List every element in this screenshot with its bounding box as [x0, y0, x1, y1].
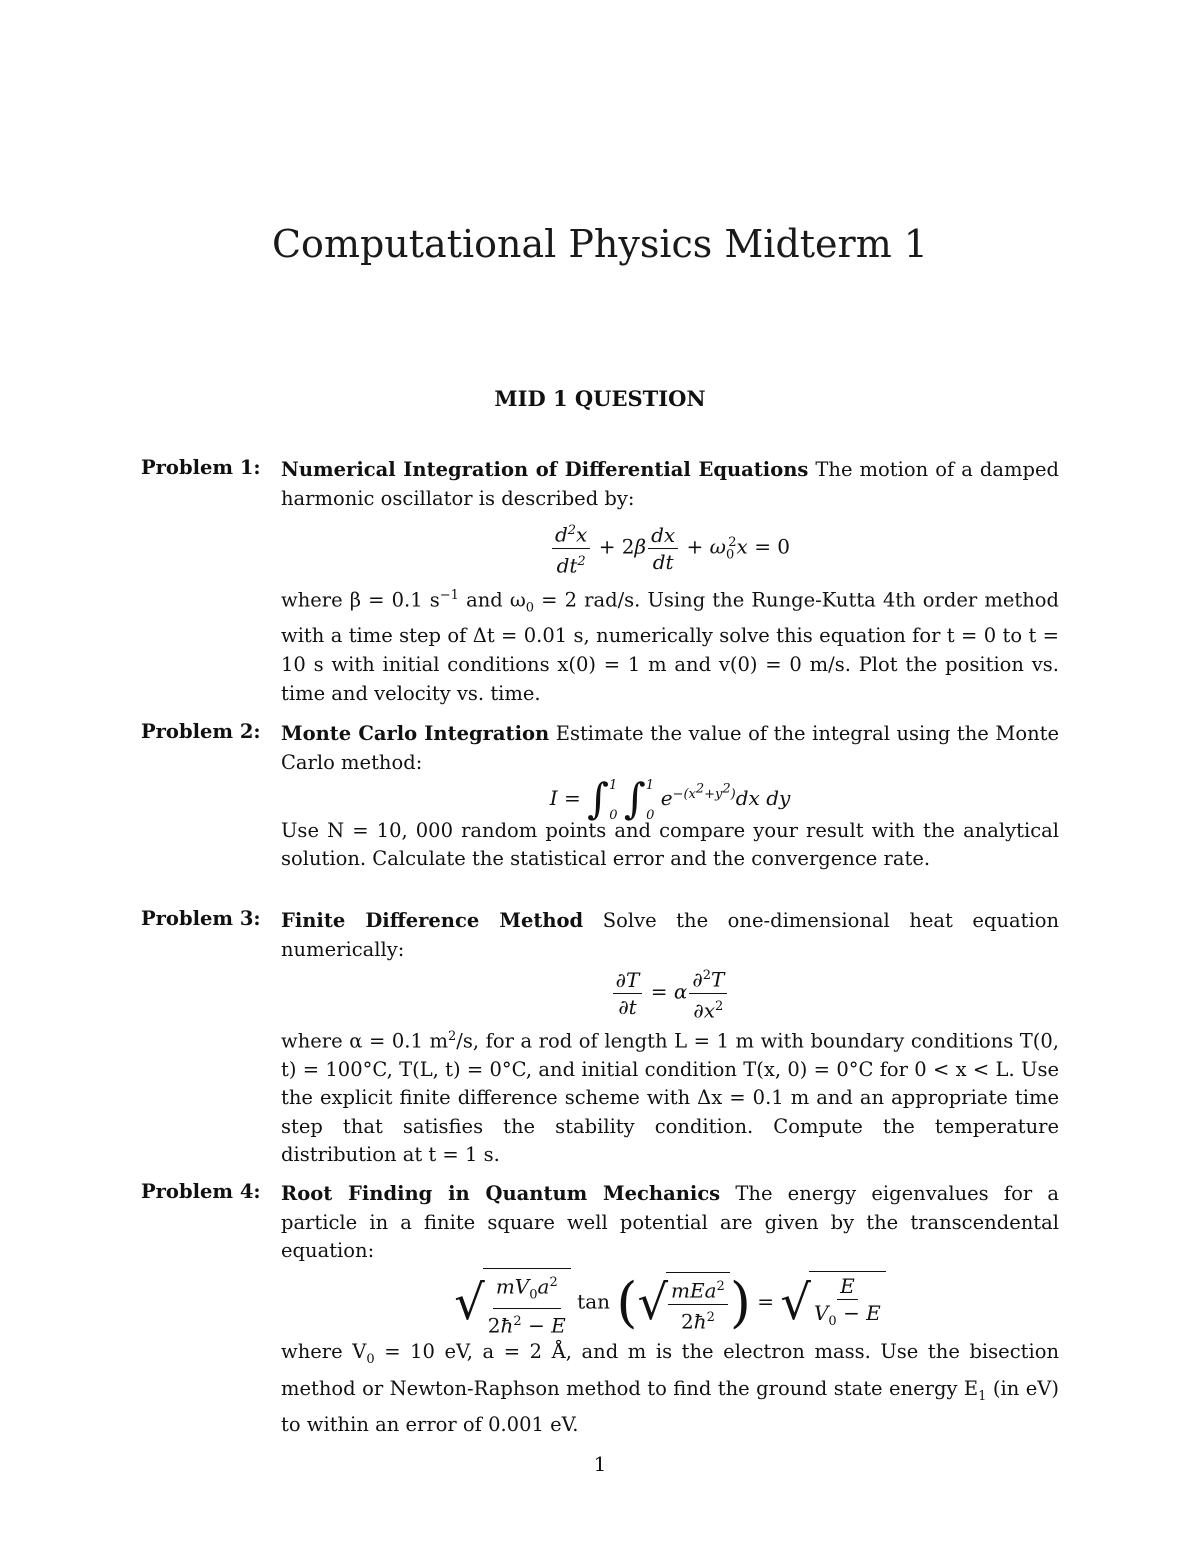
problem-label: Problem 3:: [141, 907, 261, 930]
monte-carlo-integral: I = ∫$^1_0$ ∫$^1_0$ $e^{-(x^2+y^2)}dx$ dy: [549, 774, 791, 824]
page-title: Computational Physics Midterm 1: [271, 222, 928, 266]
problem-title: Finite Difference Method: [281, 909, 584, 932]
section-heading: MID 1 QUESTION: [494, 386, 706, 411]
problem-intro: The motion of a damped harmonic oscillator is described by:: [281, 458, 1059, 510]
page-number: 1: [593, 1452, 607, 1476]
problem-label: Problem 1:: [141, 456, 261, 479]
damped-oscillator-equation: $\frac{d^2x}{dt^2}$ + 2β $\frac{dx}{dt}$ + $\omega_0^2x = 0$: [281, 519, 1059, 577]
problem-body: [281, 1180, 1059, 1440]
problem-text: where $V_0 = 10$ eV, a = 2 Å, and m is the electron mass. Use the bisection method or Newton-Raphson method to find the ground state energy $E_1$ (in eV) to within an error of 0.001 eV.: [281, 1340, 1060, 1437]
problem-title: Numerical Integration of Differential Equations: [281, 458, 809, 481]
problem-text: Use N = 10, 000 random points and compare your result with the analytical solution. Calculate the statistical error and the convergence rate.: [281, 818, 1059, 871]
problem-title: Root Finding in Quantum Mechanics: [281, 1182, 721, 1205]
problem-label: Problem 4:: [141, 1180, 261, 1203]
heat-equation: $\frac{\partial T}{\partial t}$ = α $\frac{\partial^2T}{\partial x^2}$: [281, 964, 1059, 1022]
problem-intro: Estimate the value of the integral using the Monte Carlo method:: [281, 722, 1059, 774]
transcendental-equation: √ $\frac{mV_0a^2}{2ħ^2 - E}$ tan ( √ $\frac{mEa^2}{2ħ^2}$ ) = √ $\frac{E}{V_0 - E}$: [281, 1268, 1059, 1338]
problem-text: where α = 0.1 $m^2/s$, for a rod of length L = 1 m with boundary conditions T(0, t) = 100°C, T(L, t) = 0°C, and initial condition T(x, 0) = 0°C for 0 < x < L. Use the explicit finite difference scheme with Δx = 0.1 m and an appropriate time step that satisfies the stability condition. Compute the temperature distribution at t = 1 s.: [281, 1028, 1059, 1167]
problem-intro: Solve the one-dimensional heat equation numerically:: [281, 909, 1060, 961]
problem-text: where β = 0.1 $s^{-1}$ and $\omega_0 = 2$ rad/s. Using the Runge-Kutta 4th order method with a time step of Δt = 0.01 s, numerically solve this equation for t = 0 to t = 10 s with initial conditions x(0) = 1 m and v(0) = 0 m/s. Plot the position vs. time and velocity vs. time.: [281, 587, 1059, 705]
problem-label: Problem 2:: [141, 720, 261, 743]
problem-intro: The energy eigenvalues for a particle in a finite square well potential are given by the transcendental equation:: [281, 1182, 1059, 1263]
problem-body: [281, 720, 1059, 874]
problem-body: [281, 907, 1059, 1170]
problem-title: Monte Carlo Integration: [281, 722, 550, 745]
problem-body: [281, 456, 1059, 708]
